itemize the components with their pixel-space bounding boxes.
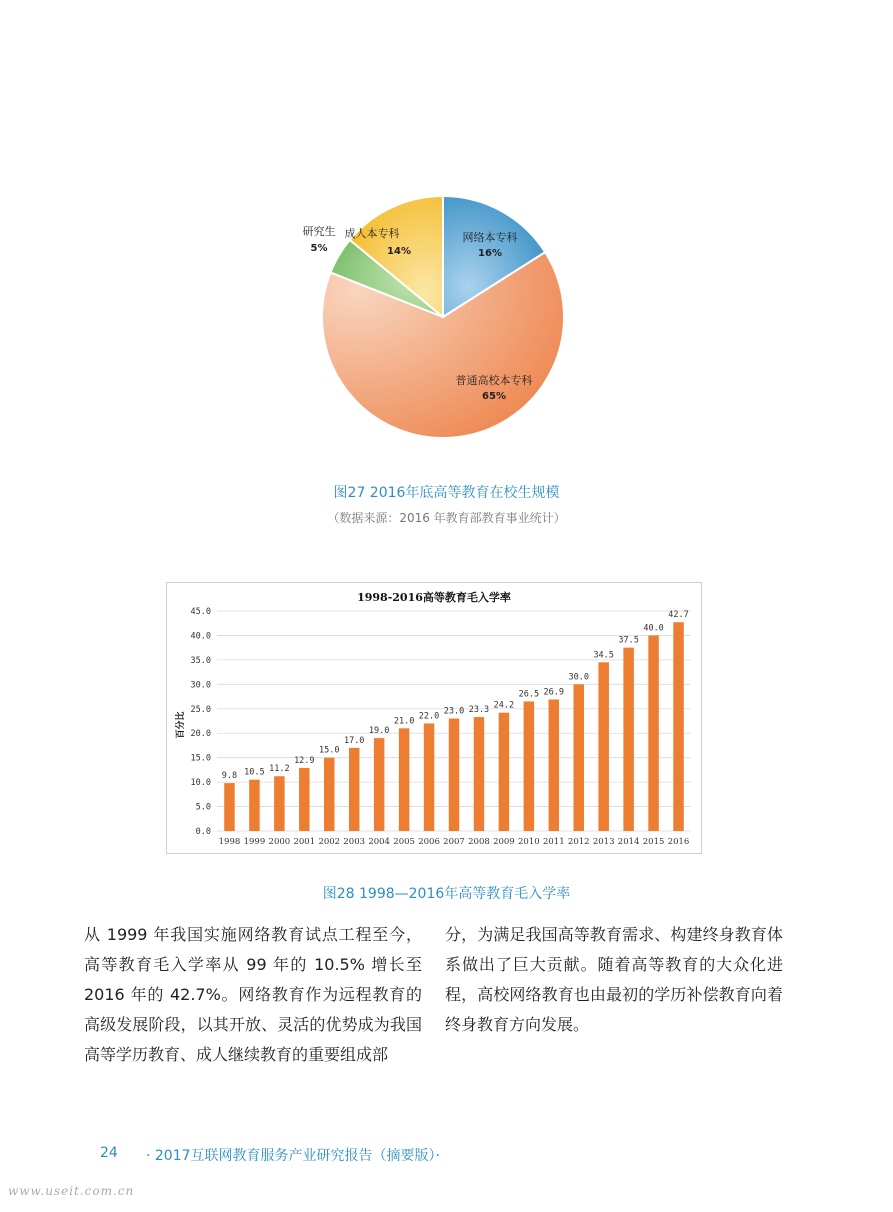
bar-value-label: 11.2: [269, 764, 290, 775]
footer-title: · 2017互联网教育服务产业研究报告（摘要版）·: [146, 1148, 440, 1164]
pie-slice-graduate-label: 研究生: [302, 225, 336, 238]
watermark: www.useit.com.cn: [8, 1184, 135, 1198]
pie-slice-adult-percent: 14%: [387, 246, 411, 257]
y-axis-label: 百分比: [176, 711, 186, 739]
pie-slice-general-label: 普通高校本专科: [455, 374, 533, 387]
pie-slice-online-percent: 16%: [478, 248, 502, 259]
bar-2010: [524, 701, 534, 831]
bar-value-label: 37.5: [618, 635, 639, 646]
bar-value-label: 23.3: [468, 705, 490, 716]
bar-value-label: 12.9: [294, 755, 315, 766]
bar-value-label: 24.2: [493, 700, 515, 711]
bar-value-label: 34.5: [593, 650, 614, 661]
bar-2013: [598, 662, 608, 831]
bar-value-label: 10.5: [244, 767, 265, 778]
bar-1998: [224, 783, 234, 831]
bar-value-label: 40.0: [643, 623, 664, 634]
bar-value-label: 26.5: [518, 689, 540, 700]
bar-chart: [166, 582, 702, 854]
x-tick-label: 2001: [293, 837, 316, 847]
bar-value-label: 26.9: [543, 687, 565, 698]
bar-2014: [623, 648, 633, 831]
bar-value-label: 30.0: [568, 672, 589, 683]
y-tick-label: 25.0: [190, 704, 211, 715]
y-tick-label: 45.0: [190, 607, 211, 617]
pie-slice-online-label: 网络本专科: [462, 231, 518, 244]
bar-2016: [673, 622, 683, 831]
y-tick-label: 30.0: [190, 680, 211, 691]
y-tick-label: 10.0: [190, 778, 211, 789]
x-tick-label: 2009: [493, 837, 515, 847]
bar-value-label: 22.0: [418, 711, 440, 722]
bar-2007: [449, 719, 459, 831]
bar-1999: [249, 780, 259, 831]
pie-chart-svg: [290, 185, 580, 450]
x-tick-label: 2010: [518, 837, 540, 847]
y-tick-label: 40.0: [190, 631, 211, 642]
y-tick-label: 35.0: [190, 655, 211, 666]
bar-2011: [549, 699, 559, 831]
x-tick-label: 1998: [218, 837, 241, 847]
bar-value-label: 9.8: [221, 771, 238, 782]
bar-2008: [474, 717, 484, 831]
page-number: 24: [100, 1145, 118, 1161]
bar-2009: [499, 713, 509, 831]
body-text-left: 从 1999 年我国实施网络教育试点工程至今，高等教育毛入学率从 99 年的 10.5% 增长至 2016 年的 42.7%。网络教育作为远程教育的高级发展阶段，以其开放、灵活的优势成为我国高等学历教育、成人继续教育的重要组成部: [84, 925, 422, 1064]
x-tick-label: 2014: [617, 837, 640, 847]
bar-2002: [324, 758, 334, 831]
bar-value-label: 19.0: [368, 726, 390, 737]
x-tick-label: 2013: [592, 837, 615, 847]
page-footer: [100, 1145, 800, 1165]
x-tick-label: 2007: [443, 837, 465, 847]
x-tick-label: 2012: [567, 837, 590, 847]
x-tick-label: 2005: [393, 837, 415, 847]
body-text-right: 分，为满足我国高等教育需求、构建终身教育体系做出了巨大贡献。随着高等教育的大众化进程，高校网络教育也由最初的学历补偿教育向着终身教育方向发展。: [445, 925, 783, 1034]
bar-value-label: 15.0: [319, 745, 340, 756]
x-tick-label: 2000: [268, 837, 291, 847]
x-tick-label: 2016: [667, 837, 690, 847]
bar-value-label: 42.7: [668, 610, 689, 621]
bar-2005: [399, 728, 409, 831]
bar-value-label: 23.0: [443, 706, 465, 717]
figure27-caption: 图27 2016年底高等教育在校生规模: [333, 485, 560, 501]
pie-slice-general-percent: 65%: [482, 391, 506, 402]
pie-slice-adult-label: 成人本专科: [344, 227, 400, 240]
bar-2006: [424, 723, 434, 831]
y-tick-label: 15.0: [190, 753, 211, 764]
pie-slice-graduate-percent: 5%: [310, 243, 328, 254]
bar-2015: [648, 635, 658, 831]
pie-chart: [290, 185, 580, 450]
bar-2004: [374, 738, 384, 831]
figure27-source: （数据来源：2016 年教育部教育事业统计）: [327, 511, 566, 525]
x-tick-label: 2003: [343, 837, 366, 847]
x-tick-label: 1999: [243, 837, 266, 847]
bar-2003: [349, 748, 359, 831]
bar-2000: [274, 776, 284, 831]
x-tick-label: 2002: [318, 837, 341, 847]
figure28-caption: 图28 1998—2016年高等教育毛入学率: [322, 886, 571, 902]
bar-2001: [299, 768, 309, 831]
x-tick-label: 2004: [368, 837, 390, 847]
y-tick-label: 5.0: [195, 802, 211, 813]
y-tick-label: 20.0: [190, 729, 211, 740]
bar-chart-title: 1998-2016高等教育毛入学率: [357, 591, 511, 604]
y-tick-label: 0.0: [195, 827, 211, 837]
bar-2012: [573, 684, 583, 831]
bar-value-label: 17.0: [343, 735, 365, 746]
x-tick-label: 2011: [542, 837, 565, 847]
x-tick-label: 2008: [468, 837, 490, 847]
bar-value-label: 21.0: [393, 716, 415, 727]
x-tick-label: 2006: [418, 837, 440, 847]
bar-chart-svg: [167, 583, 701, 853]
x-tick-label: 2015: [642, 837, 665, 847]
